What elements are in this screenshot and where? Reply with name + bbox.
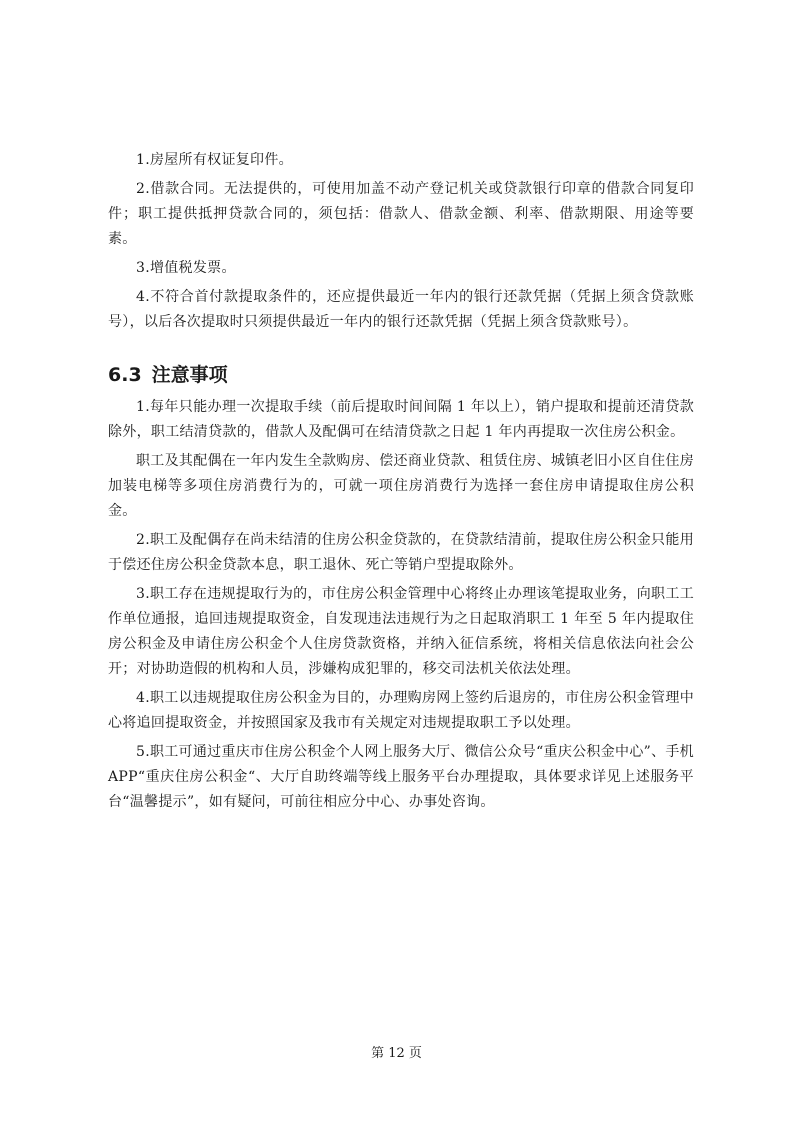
section-title: 注意事项 (151, 364, 228, 386)
note-5: 5.职工可通过重庆市住房公积金个人网上服务大厅、微信公众号“重庆公积金中心”、手机 APP“重庆住房公积金“、大厅自助终端等线上服务平台办理提取，具体要求详见上述服务平台“温馨提示”，如有疑问，可前往相应分中心、办事处咨询。 (108, 744, 694, 810)
material-item-2: 2.借款合同。无法提供的，可使用加盖不动产登记机关或贷款银行印章的借款合同复印件；职工提供抵押贷款合同的，须包括：借款人、借款金额、利率、借款期限、用途等要素。 (108, 181, 694, 247)
note-1-supplement: 职工及其配偶在一年内发生全款购房、偿还商业贷款、租赁住房、城镇老旧小区自住住房加装电梯等多项住房消费行为的，可就一项住房消费行为选择一套住房申请提取住房公积金。 (108, 453, 694, 519)
material-item-1: 1.房屋所有权证复印件。 (136, 152, 293, 168)
material-item-3: 3.增值税发票。 (136, 260, 236, 276)
material-item-4: 4.不符合首付款提取条件的，还应提供最近一年内的银行还款凭据（凭据上须含贷款账号），以后各次提取时只须提供最近一年内的银行还款凭据（凭据上须含贷款账号）。 (108, 289, 694, 330)
note-2: 2.职工及配偶存在尚未结清的住房公积金贷款的，在贷款结清前，提取住房公积金只能用于偿还住房公积金贷款本息，职工退休、死亡等销户型提取除外。 (108, 532, 694, 573)
section-number: 6.3 (108, 364, 142, 386)
note-4: 4.职工以违规提取住房公积金为目的，办理购房网上签约后退房的，市住房公积金管理中心将追回提取资金，并按照国家及我市有关规定对违规提取职工予以处理。 (108, 690, 694, 731)
page-footer: 第 12 页 (371, 1046, 422, 1061)
section-heading (108, 361, 694, 389)
document-body (108, 148, 694, 819)
note-3: 3.职工存在违规提取行为的，市住房公积金管理中心将终止办理该笔提取业务，向职工工作单位通报，追回违规提取资金，自发现违法违规行为之日起取消职工 1 年至 5 年内提取住房公积金及申请住房公积金个人住房贷款资格，并纳入征信系统，将相关信息依法向社会公开；对协助造假的机构和人员，涉嫌构成犯罪的，移交司法机关依法处理。 (108, 586, 694, 677)
note-1: 1.每年只能办理一次提取手续（前后提取时间间隔 1 年以上），销户提取和提前还清贷款除外，职工结清贷款的，借款人及配偶可在结清贷款之日起 1 年内再提取一次住房公积金。 (108, 399, 694, 440)
